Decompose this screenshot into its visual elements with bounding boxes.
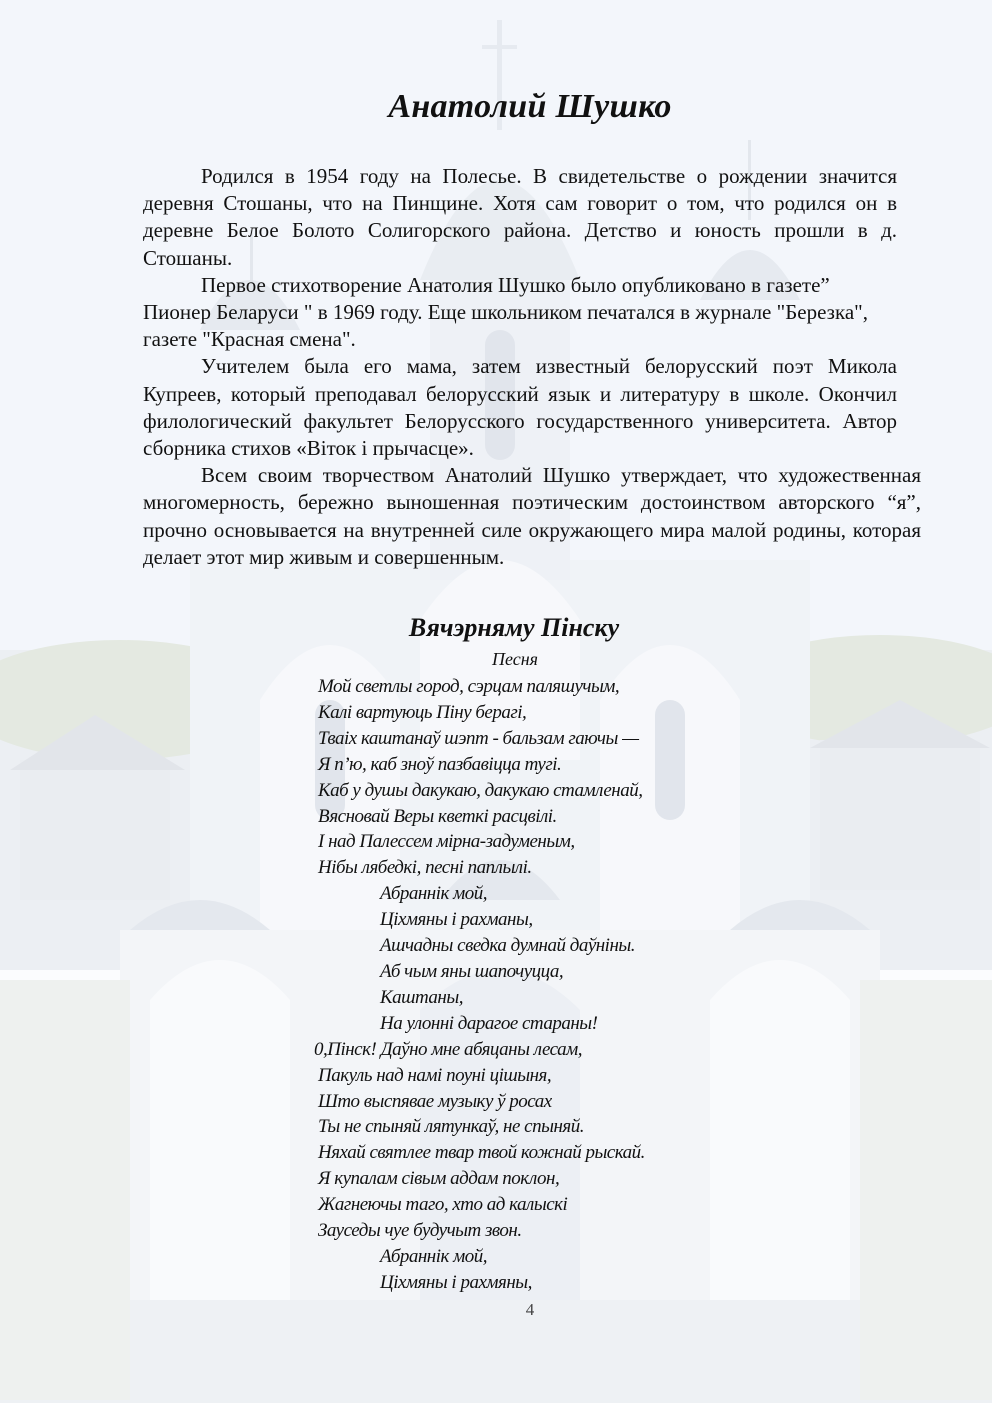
poem-line: Я купалам сівым аддам поклон, (318, 1168, 560, 1190)
page-number: 4 (525, 1300, 535, 1319)
poem-refrain-line: Каштаны, (380, 986, 463, 1008)
poem-body (314, 674, 778, 1296)
poem-refrain-line: Аб чым яны шапочуцца, (380, 960, 564, 982)
poem-title: Вячэрняму Пінску (408, 613, 620, 642)
bio-paragraph-1: Родился в 1954 году на Полесье. В свидетельстве о рождении значится деревня Стошаны, что на Пинщине. Хотя сам говорит о том, что родился он в деревне Белое Болото Солигорского района. Детство и юность прошли в д. Стошаны. (143, 164, 897, 270)
poem-line: Я п’ю, каб зноў пазбавіцца тугі. (318, 753, 562, 775)
poem-line: Тваіх каштанаў шэпт - бальзам гаючы — (318, 727, 639, 749)
poem-refrain-line: Абраннік мой, (380, 1245, 488, 1267)
poem-refrain-line: Ціхмяны і рахманы, (380, 909, 533, 931)
poem-line: Мой светлы город, сэрцам паляшучым, (318, 676, 620, 697)
poem-line: Ты не спыняй лятункаў, не спыняй. (318, 1116, 584, 1138)
poem-line: Жагнеючы таго, хто ад калыскі (318, 1194, 568, 1216)
poem-line: Каб у душы дакукаю, дакукаю стамленай, (318, 779, 643, 801)
bio-paragraph-4: Всем своим творчеством Анатолий Шушко утверждает, что художественная многомерность, бережно выношенная поэтическим достоинством авторского “я”, прочно основывается на внутренней силе окружающего мира малой родины, которая делает этот мир живым и совершенным. (143, 463, 921, 569)
bio-paragraph-2: Первое стихотворение Анатолия Шушко было опубликовано в газете” Пионер Беларуси " в 1969 году. Еще школьником печатался в журнале "Березка", газете "Красная смена". (143, 272, 868, 352)
poem-line: Што выспявае музыку ў росах (318, 1090, 552, 1112)
poem-refrain-line: На улонні дарагое стараны! (380, 1012, 598, 1034)
poem-line: Нібы лябедкі, песні паплылі. (318, 857, 532, 879)
poem-line: Калі вартуюць Піну берагі, (318, 701, 527, 723)
poem-line: Вясновай Веры кветкі расцвілі. (318, 805, 557, 827)
poem-refrain-line: Абраннік мой, (380, 883, 488, 905)
biography (143, 163, 921, 571)
poem-subtitle: Песня (491, 649, 539, 669)
poem-line: 0,Пінск! Даўно мне абяцаны лесам, (314, 1038, 582, 1060)
poem-refrain-line: Ціхмяны і рахмяны, (380, 1271, 532, 1293)
poem-refrain-line: Ашчадны сведка думнай даўніны. (380, 935, 635, 957)
poem-line: Няхай святлее твар твой кожнай рыскай. (318, 1142, 645, 1164)
poem-line: Зауседы чуе будучыт звон. (318, 1220, 522, 1242)
page-title: Анатолий Шушко (388, 88, 672, 125)
bio-paragraph-3: Учителем была его мама, затем известный белорусский поэт Микола Купреев, который преподавал белорусский язык и литературу в школе. Окончил филологический факультет Белорусского государственного университета. Автор сборника стихов «Віток і прычасце». (143, 354, 897, 461)
poem-line: Пакуль над намі поуні цішыня, (318, 1064, 552, 1086)
poem-line: І над Палессем мірна-задуменым, (318, 831, 575, 853)
